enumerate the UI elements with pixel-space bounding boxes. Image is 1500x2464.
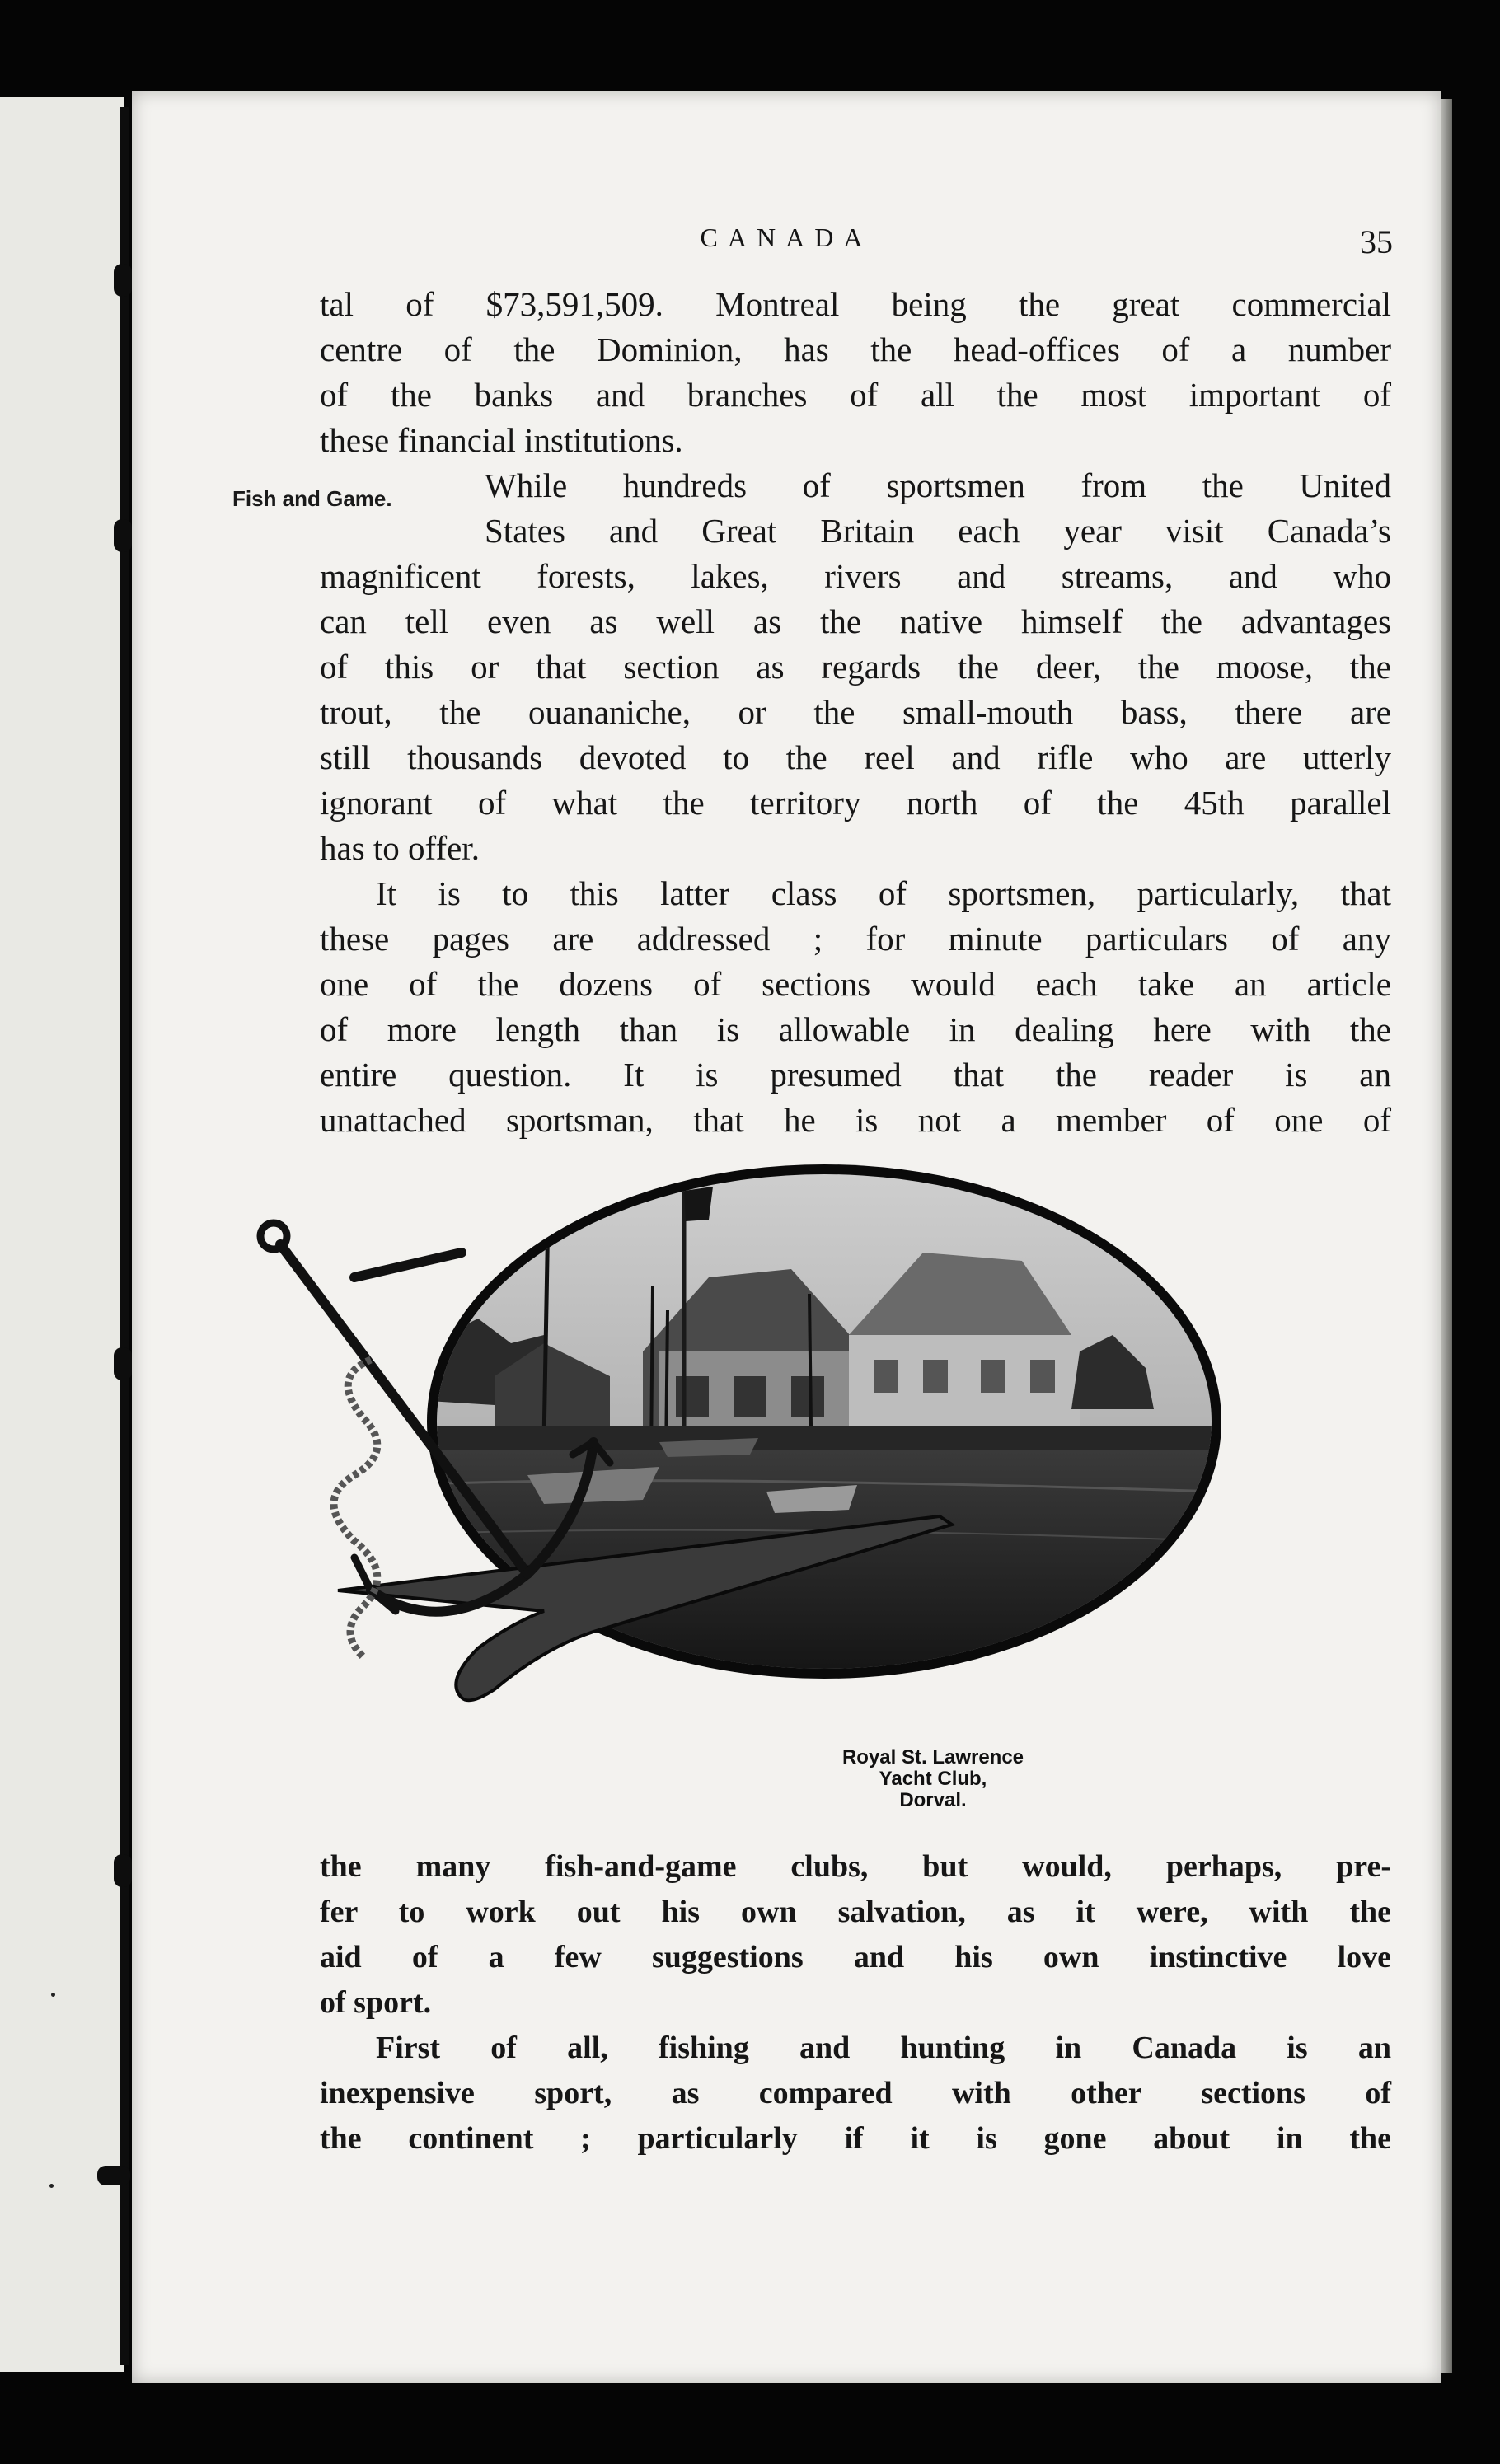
text-line: aid of a few suggestions and his own instinctive love: [320, 1940, 1391, 1974]
text-line: magnificent forests, lakes, rivers and streams, and who: [320, 557, 1391, 595]
text-line: unattached sportsman, that he is not a member of one of: [320, 1101, 1391, 1139]
text-line: these financial institutions.: [320, 421, 683, 459]
caption-line: Yacht Club,: [879, 1768, 987, 1790]
dust-speck: [51, 1993, 55, 1997]
binding-stitch: [114, 1347, 132, 1380]
binding-stitch: [114, 519, 132, 552]
text-line: of this or that section as regards the deer, the moose, the: [320, 648, 1391, 686]
book-page: [132, 91, 1441, 2383]
text-line: centre of the Dominion, has the head-offices of a number: [320, 330, 1391, 368]
text-line: of more length than is allowable in dealing here with the: [320, 1010, 1391, 1048]
binding-stitch: [97, 2166, 130, 2185]
text-line: of sport.: [320, 1985, 432, 2020]
text-line: fer to work out his own salvation, as it were, with the: [320, 1895, 1391, 1929]
text-line: the continent ; particularly if it is gone about in the: [320, 2121, 1391, 2156]
binding-stitch: [114, 1854, 132, 1887]
page-number: 35: [1360, 223, 1393, 260]
page-edge-shadow: [1441, 99, 1452, 2373]
rope: [334, 1360, 377, 1656]
body-text-lower: [320, 1844, 1391, 2162]
text-line: one of the dozens of sections would each take an article: [320, 965, 1391, 1003]
yacht-club-photograph: [198, 1129, 1335, 1706]
text-line: States and Great Britain each year visit Canada’s: [485, 512, 1391, 550]
book-binding: [120, 107, 129, 2365]
text-line: entire question. It is presumed that the reader is an: [320, 1056, 1391, 1094]
text-line: inexpensive sport, as compared with other sections of: [320, 2076, 1391, 2110]
text-line: of the banks and branches of all the most important of: [320, 376, 1391, 414]
running-head: CANADA: [700, 223, 873, 252]
text-line: still thousands devoted to the reel and rifle who are utterly: [320, 738, 1391, 776]
body-text-upper: [320, 282, 1391, 1143]
caption-line: Dorval.: [899, 1789, 967, 1811]
binding-stitch: [114, 264, 132, 297]
text-line: has to offer.: [320, 829, 480, 867]
text-line: First of all, fishing and hunting in Canada is an: [376, 2031, 1391, 2065]
caption-line: Royal St. Lawrence: [841, 1746, 1024, 1768]
margin-note: Fish and Game.: [232, 486, 392, 511]
text-line: can tell even as well as the native himself the advantages: [320, 602, 1391, 640]
previous-page-edge: [0, 97, 124, 2372]
text-line: trout, the ouananiche, or the small-mouth bass, there are: [320, 693, 1391, 731]
text-line: ignorant of what the territory north of the 45th parallel: [320, 784, 1391, 822]
photo-caption: [809, 1747, 1057, 1811]
text-line: the many fish-and-game clubs, but would, perhaps, pre-: [320, 1849, 1391, 1884]
text-line: these pages are addressed ; for minute particulars of any: [320, 920, 1391, 958]
text-line: While hundreds of sportsmen from the United: [485, 466, 1391, 504]
text-line: tal of $73,591,509. Montreal being the great commercial: [320, 285, 1391, 323]
dust-speck: [49, 2184, 54, 2188]
text-line: It is to this latter class of sportsmen, particularly, that: [376, 874, 1391, 912]
